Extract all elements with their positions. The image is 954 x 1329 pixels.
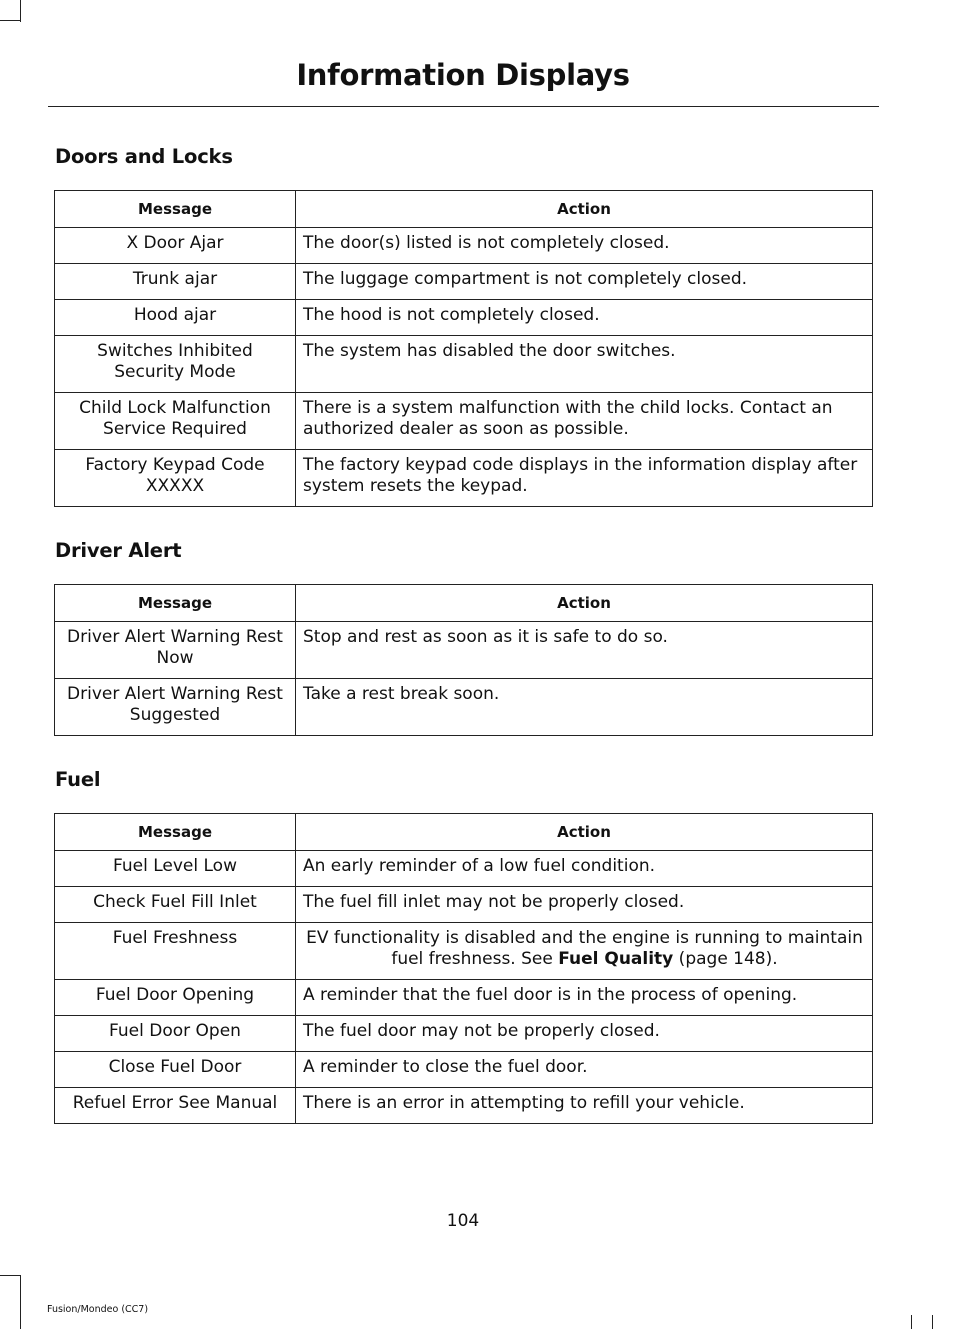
- table-header-row: [55, 191, 873, 228]
- crop-mark: [911, 1315, 912, 1329]
- table-row: [55, 1088, 873, 1124]
- section-heading-doors-and-locks: Doors and Locks: [55, 145, 233, 168]
- action-cell: The door(s) listed is not completely closed.: [296, 228, 873, 264]
- page-number: 104: [446, 1211, 480, 1231]
- action-text: EV functionality is disabled and the engine is running to maintain fuel freshness. See: [306, 928, 863, 969]
- table-row: [55, 228, 873, 264]
- action-cell: The factory keypad code displays in the information display after system resets the keypad.: [296, 450, 873, 507]
- table-row: [55, 264, 873, 300]
- footer-model: Fusion/Mondeo (CC7): [47, 1304, 149, 1315]
- fuel-table: [54, 813, 873, 1124]
- table-header-row: [55, 585, 873, 622]
- action-cell: An early reminder of a low fuel condition.: [296, 851, 873, 887]
- action-cell: A reminder to close the fuel door.: [296, 1052, 873, 1088]
- message-cell: X Door Ajar: [55, 228, 296, 264]
- title-divider: [48, 106, 879, 107]
- page-reference: (page 148).: [673, 949, 778, 969]
- action-cell: The hood is not completely closed.: [296, 300, 873, 336]
- table-row: [55, 887, 873, 923]
- message-cell: Fuel Level Low: [55, 851, 296, 887]
- crop-mark: [0, 20, 20, 21]
- action-cell: The luggage compartment is not completely closed.: [296, 264, 873, 300]
- column-header-message: Message: [55, 585, 296, 622]
- column-header-message: Message: [55, 191, 296, 228]
- message-cell: Driver Alert Warning Rest Suggested: [55, 679, 296, 736]
- cross-reference-link[interactable]: Fuel Quality: [558, 949, 674, 969]
- action-cell: There is an error in attempting to refill your vehicle.: [296, 1088, 873, 1124]
- message-cell: Check Fuel Fill Inlet: [55, 887, 296, 923]
- crop-mark: [932, 1315, 933, 1329]
- column-header-action: Action: [296, 814, 873, 851]
- section-heading-driver-alert: Driver Alert: [55, 539, 182, 562]
- column-header-message: Message: [55, 814, 296, 851]
- crop-mark: [0, 1275, 20, 1276]
- action-cell: The fuel fill inlet may not be properly closed.: [296, 887, 873, 923]
- message-cell: Switches Inhibited Security Mode: [55, 336, 296, 393]
- message-cell: Child Lock Malfunction Service Required: [55, 393, 296, 450]
- message-cell: Hood ajar: [55, 300, 296, 336]
- driver-alert-table: [54, 584, 873, 736]
- column-header-action: Action: [296, 585, 873, 622]
- action-cell: A reminder that the fuel door is in the process of opening.: [296, 980, 873, 1016]
- table-row: [55, 980, 873, 1016]
- table-row: [55, 679, 873, 736]
- message-cell: Refuel Error See Manual: [55, 1088, 296, 1124]
- table-row: [55, 300, 873, 336]
- section-heading-fuel: Fuel: [55, 768, 101, 791]
- action-cell: There is a system malfunction with the child locks. Contact an authorized dealer as soon as possible.: [296, 393, 873, 450]
- action-cell: [296, 923, 873, 980]
- page-title: Information Displays: [296, 58, 630, 92]
- doors-and-locks-table: [54, 190, 873, 507]
- action-cell: Take a rest break soon.: [296, 679, 873, 736]
- message-cell: Fuel Door Opening: [55, 980, 296, 1016]
- message-cell: Close Fuel Door: [55, 1052, 296, 1088]
- action-cell: Stop and rest as soon as it is safe to do so.: [296, 622, 873, 679]
- table-row: [55, 622, 873, 679]
- message-cell: Fuel Door Open: [55, 1016, 296, 1052]
- crop-mark: [20, 0, 21, 22]
- message-cell: Factory Keypad Code XXXXX: [55, 450, 296, 507]
- table-row: [55, 1052, 873, 1088]
- column-header-action: Action: [296, 191, 873, 228]
- table-row: [55, 923, 873, 980]
- message-cell: Trunk ajar: [55, 264, 296, 300]
- table-row: [55, 450, 873, 507]
- message-cell: Driver Alert Warning Rest Now: [55, 622, 296, 679]
- action-cell: The system has disabled the door switches.: [296, 336, 873, 393]
- table-row: [55, 1016, 873, 1052]
- table-row: [55, 851, 873, 887]
- table-row: [55, 393, 873, 450]
- table-header-row: [55, 814, 873, 851]
- table-row: [55, 336, 873, 393]
- crop-mark: [20, 1275, 21, 1329]
- message-cell: Fuel Freshness: [55, 923, 296, 980]
- action-cell: The fuel door may not be properly closed.: [296, 1016, 873, 1052]
